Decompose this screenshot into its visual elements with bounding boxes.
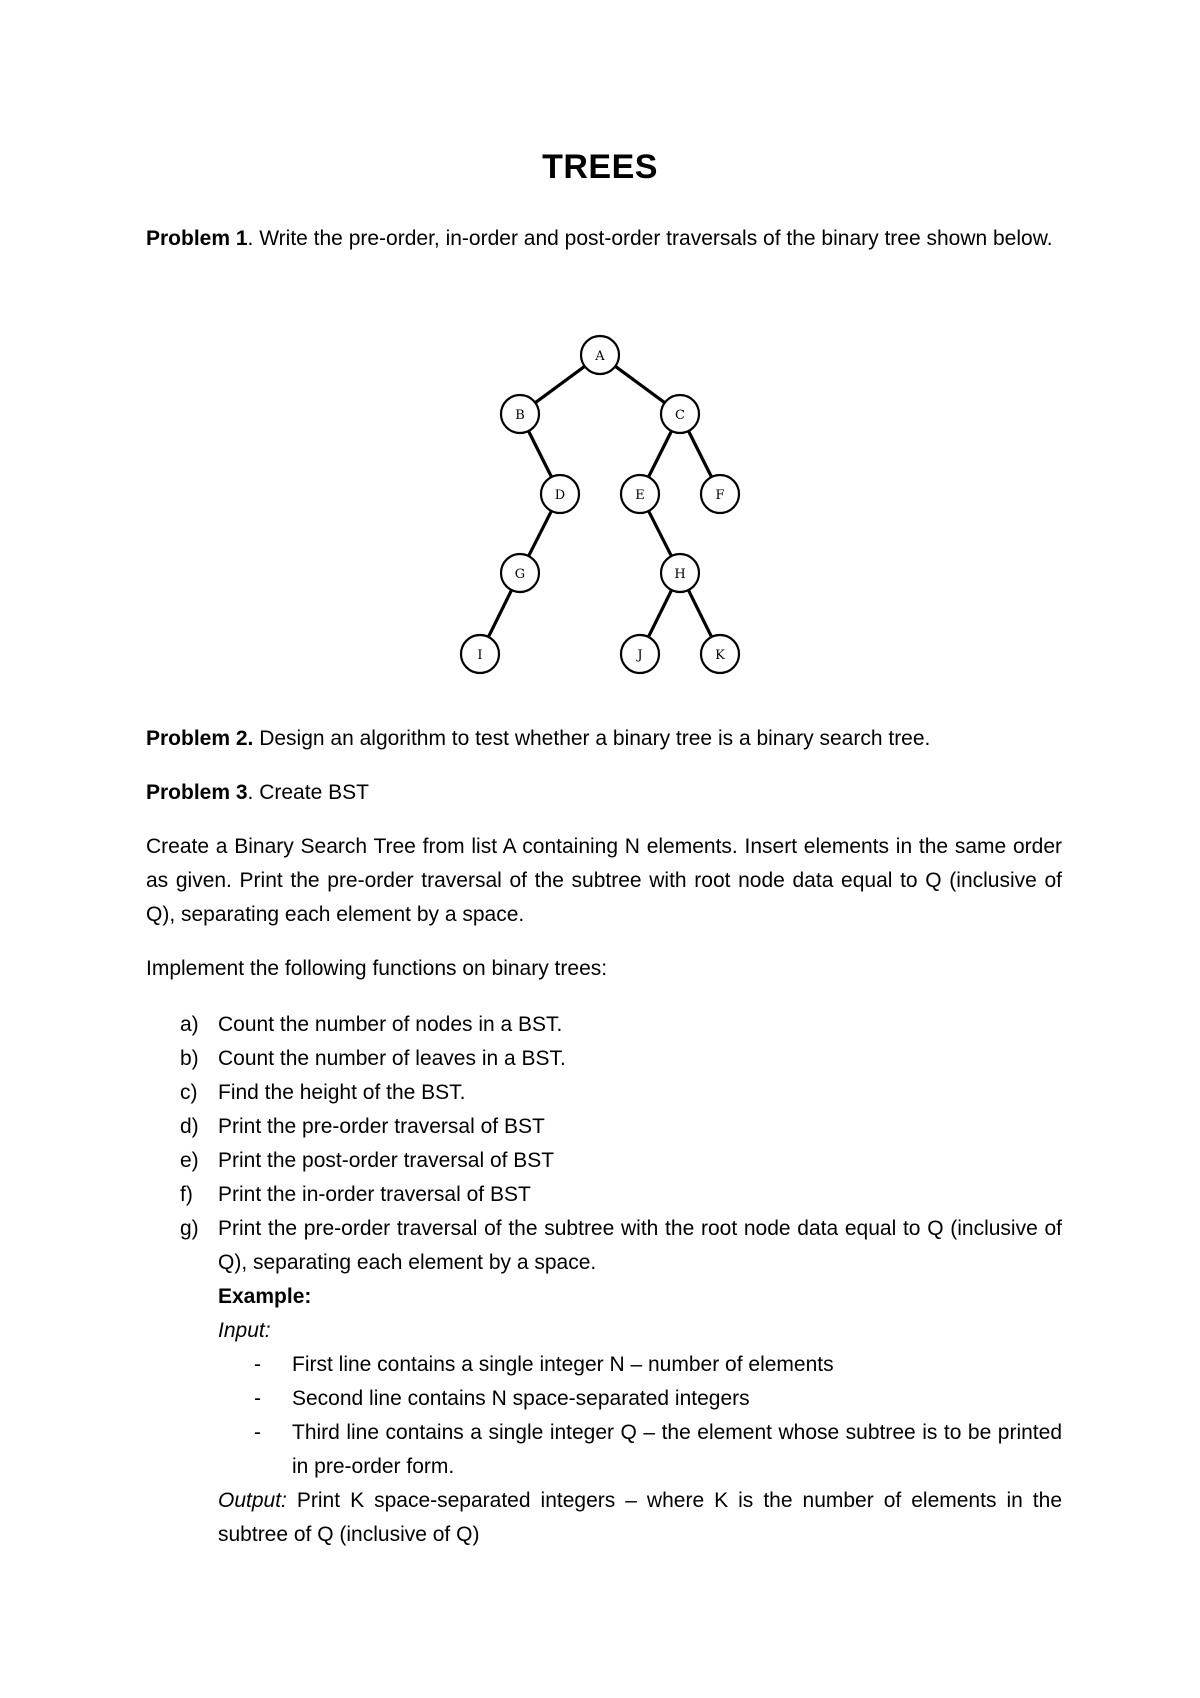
tree-edge-H-K xyxy=(688,590,711,637)
problem-2-text: Design an algorithm to test whether a binary tree is a binary search tree. xyxy=(253,727,931,750)
output-description: Output: Print K space-separated integers – where K is the number of elements in the subtree of Q (inclusive of Q) xyxy=(218,1489,1062,1546)
tree-edge-H-J xyxy=(648,590,671,637)
problem-2 xyxy=(146,722,1062,756)
input-label: Input: xyxy=(218,1319,271,1342)
tree-node-A xyxy=(581,336,619,374)
problem-1-label: Problem 1 xyxy=(146,227,248,250)
list-item: c) Find the height of the BST. xyxy=(180,1081,466,1104)
tree-node-label: F xyxy=(715,488,725,503)
tree-edge-A-C xyxy=(615,366,664,402)
tree-node-label: H xyxy=(674,567,686,582)
input-line: - Third line contains a single integer Q – the element whose subtree is to be printed in pre-order form. xyxy=(254,1421,1062,1478)
tree-edge-D-G xyxy=(529,511,552,556)
input-line: - Second line contains N space-separated integers xyxy=(254,1387,750,1410)
tree-node-label: A xyxy=(595,349,605,364)
problem-1-text: . Write the pre-order, in-order and post-order traversals of the binary tree shown below. xyxy=(247,227,1053,250)
tree-edge-E-H xyxy=(649,511,672,556)
list-item: e) Print the post-order traversal of BST xyxy=(180,1149,555,1172)
tree-node-C xyxy=(661,395,699,433)
list-item: b) Count the number of leaves in a BST. xyxy=(180,1047,566,1070)
tree-node-E xyxy=(621,475,659,513)
problem-3-label: Problem 3 xyxy=(146,781,248,804)
tree-node-label: G xyxy=(514,567,526,582)
tree-node-B xyxy=(501,395,539,433)
problem-1 xyxy=(146,222,1062,256)
tree-node-label: C xyxy=(675,408,685,423)
tree-node-J xyxy=(621,635,659,673)
example-label: Example: xyxy=(218,1285,312,1308)
implement-heading: Implement the following functions on binary trees: xyxy=(146,957,608,980)
tree-node-D xyxy=(541,475,579,513)
tree-edge-B-D xyxy=(528,431,551,477)
list-item: g) Print the pre-order traversal of the subtree with the root node data equal to Q (inclusive of Q), separating each element by a space. xyxy=(180,1217,1062,1274)
list-item: a) Count the number of nodes in a BST. xyxy=(180,1013,563,1036)
tree-node-K xyxy=(701,635,739,673)
tree-node-label: K xyxy=(715,648,725,663)
problem-2-label: Problem 2. xyxy=(146,727,254,750)
tree-node-label: D xyxy=(554,488,566,503)
tree-edge-C-F xyxy=(688,431,711,477)
list-item: f) Print the in-order traversal of BST xyxy=(180,1183,531,1206)
tree-node-I xyxy=(461,635,499,673)
tree-node-label: I xyxy=(477,648,483,663)
function-list xyxy=(146,1008,1062,1552)
tree-edge-C-E xyxy=(648,431,671,477)
binary-tree-diagram xyxy=(440,330,760,680)
tree-node-label: B xyxy=(515,408,525,423)
tree-node-label: E xyxy=(635,488,645,503)
problem-3-text: . Create BST xyxy=(247,781,369,804)
page-title: TREES xyxy=(542,148,658,186)
tree-edge-A-B xyxy=(535,366,584,402)
problem-3-description: Create a Binary Search Tree from list A containing N elements. Insert elements in the same order as given. Print the pre-order traversal of the subtree with root node data equal to Q (inclusive of Q), separating each element by a space. xyxy=(146,835,1062,926)
tree-node-F xyxy=(701,475,739,513)
list-item: d) Print the pre-order traversal of BST xyxy=(180,1115,545,1138)
tree-node-H xyxy=(661,554,699,592)
tree-node-G xyxy=(501,554,539,592)
tree-node-label: J xyxy=(637,648,643,663)
input-line: - First line contains a single integer N – number of elements xyxy=(254,1353,834,1376)
problem-3 xyxy=(146,776,1062,810)
tree-edge-G-I xyxy=(488,590,511,637)
